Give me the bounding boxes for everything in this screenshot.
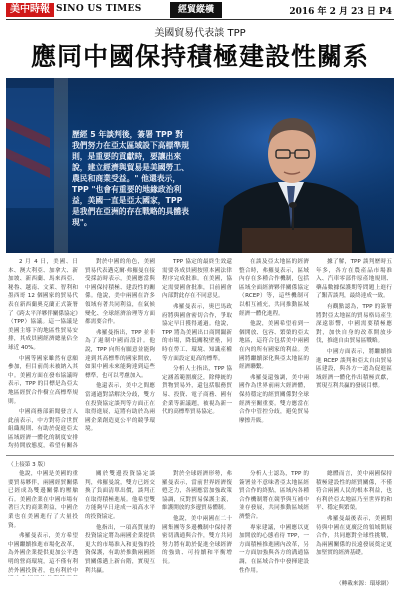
article-column-1 bbox=[8, 258, 78, 450]
paragraph: 總體而言，美中兩國保持積極建設性的經貿關係，不僅符合兩國人民的根本利益，也有利於亞太地區乃至世界的和平、穩定與繁榮。 bbox=[316, 471, 392, 512]
paragraph: 弗羅曼表示，奧巴馬政府將與國會密切合作，爭取協定早日獲得通過。他說，TPP 將為美國出口商開闢新的市場，降低關稅壁壘，同時在勞工、環境、知識產權等方面設定更高的標準。 bbox=[162, 303, 232, 362]
article-column-5 bbox=[316, 258, 392, 450]
paragraph: 中國商務部新聞發言人此前表示，中方對符合世貿組織規則、有助於促進亞太區域經濟一體化的制度安排均持開放態度，希望有關各 bbox=[8, 409, 78, 450]
continued-column-1 bbox=[8, 470, 78, 576]
masthead bbox=[0, 0, 400, 20]
paragraph: 弗羅曼最後表示，美國期待與中國在更廣泛的領域開展合作，共同應對全球性挑戰，為兩國關係的長遠發展奠定更加堅實的經濟基礎。 bbox=[316, 515, 392, 557]
paragraph: 他說，美國希望看到一個開放、包容、繁榮的亞太地區，這符合包括美中兩國在內的所有國家的利益。美國將繼續深化與亞太地區的經濟聯繫。 bbox=[239, 321, 309, 371]
paragraph: 中國等國家雖然有意願參加，但目前尚未被納入其中。美國方面在發布協議時表示，TPP 的目標是為亞太地區經貿合作樹立高標準規則。 bbox=[8, 355, 78, 405]
paragraph: 對於中國的角色，美國貿易代表邁克爾·弗羅曼在接受採訪時表示，美國應當與中國保持積極、建設性的關係。他說，美中兩國在許多領域有著共同利益，在氣候變化、全球經濟治理等方面都需要合作。 bbox=[85, 259, 155, 326]
paragraph: 專家建議，中國應以更加開放的心態看待 TPP，一方面積極推進國內改革，另一方面加強與各方的溝通協調，在區域合作中發揮建設性作用。 bbox=[239, 524, 309, 574]
continued-column-5 bbox=[316, 470, 392, 576]
paragraph: 在談及亞太地區的經濟整合時，弗羅曼表示，區域內存在多種合作機制，包括區域全面經濟夥伴關係協定（RCEP）等，這些機制可以相互補充，共同推動區域經濟一體化進程。 bbox=[239, 259, 309, 317]
article-column-4 bbox=[239, 258, 309, 450]
speaker-illustration bbox=[6, 78, 394, 253]
paragraph: 弗羅曼表示，美方希望中國繼續推進市場化改革，為外國企業提供更加公平透明的營商環境，這不僅有利於外國投資者，也有利於中 bbox=[8, 533, 78, 574]
continuation-label: （上接第 3 版） bbox=[8, 462, 49, 468]
lead-photo bbox=[6, 78, 394, 253]
paragraph: 他說，美中兩國在二十國集團等多邊機制中保持著密切溝通與合作，雙方共同努力將有助於促進全球經濟的強勁、可持續和平衡增長。 bbox=[162, 515, 232, 565]
newspaper-name: SINO US TIMES bbox=[56, 4, 142, 14]
article-column-3 bbox=[162, 258, 232, 450]
continued-column-2 bbox=[85, 470, 155, 576]
paragraph: 他說，中國是美國的重要貿易夥伴，兩國經貿關係已經成為雙邊關係的壓艙石。美國企業在中國市場有著巨大的商業利益，中國企業也在美國進行了大量投資。 bbox=[8, 471, 78, 529]
paragraph: 弗羅曼還強調，美中兩國作為世界前兩大經濟體，保持穩定的經貿關係對全球經濟至關重要。雙方應當在合作中管控分歧，避免貿易摩擦升級。 bbox=[239, 374, 309, 424]
paragraph: 中國方面表示，將繼續推進 RCEP 談判和亞太自由貿易區建設，與各方一道為促進區域經濟一體化作出積極貢獻，實現互利共贏的發展目標。 bbox=[316, 348, 392, 390]
paragraph: 有觀點認為，TPP 的簽署將對亞太地區的貿易格局產生深遠影響，中國需要積極應對，加快自身的改革開放步伐，推進自由貿易區戰略。 bbox=[316, 303, 392, 345]
paragraph: 對於全球經濟形勢，弗羅曼表示，當前世界經濟復甦乏力，各國應當加強政策協調，反對貿易保護主義，維護開放的多邊貿易體制。 bbox=[162, 471, 232, 512]
paragraph: 據了解，TPP 談判歷時五年多，各方在農產品市場准入、汽車零部件原產地規則、藥品數據保護期等問題上進行了艱苦談判，最終達成一致。 bbox=[316, 259, 392, 300]
section-tag: 經貿縱橫 bbox=[170, 2, 222, 18]
section-divider bbox=[6, 455, 394, 456]
issue-dateline: 2016 年 2 月 23 日 P4 bbox=[289, 7, 392, 17]
paragraph: 2 月 4 日，美國、日本、澳大利亞、加拿大、新加坡、新西蘭、馬來西亞、秘魯、越南、文萊、智利和墨西哥 12 個國家的貿易代表在新西蘭奧克蘭正式簽署了《跨太平洋夥伴關係協定》（TPP）協議。這一協議是美國主導下的地區性貿易安排，其成員國經濟總量佔全球近 40%。 bbox=[8, 259, 78, 351]
photo-caption: 歷經 5 年談判後，簽署 TPP 對我們努力在亞太區域設下高標準規則，是重要的貢獻時，要讓出來說，建立經濟與貿易是美國勞工、農民和商業受益。" 他還表示，TPP "也會有重要的地緣政治利益，美國一直是亞太國家，TPP 是我們在亞洲的存在戰略的具體表現"。 bbox=[72, 130, 189, 227]
paragraph: 關於雙邊投資協定談判，弗羅曼說，雙方已經交換了負面清單出價，談判正在取得積極進展。他希望雙方能夠早日達成一項高水平的投資協定。 bbox=[85, 471, 155, 520]
paragraph: 分析人士指出，TPP 協定涵蓋範圍廣泛，除傳統的貨物貿易外，還包括服務貿易、投資、電子商務、國有企業等新議題，被視為新一代的高標準貿易協定。 bbox=[162, 366, 232, 416]
paragraph: 分析人士認為，TPP 的簽署並不意味著亞太地區經貿合作的終點，區域內各種合作機制將在競爭與互補中並存發展，共同推動區域經濟整合。 bbox=[239, 471, 309, 520]
newspaper-logo: 美中時報 bbox=[6, 3, 54, 17]
paragraph: 弗羅曼指出，TPP 並非為了遏制中國而設計。他說，TPP 向所有願意並能夠達到其高標準的國家開放，如果中國未來能夠達到這些標準，也可以考慮加入。 bbox=[85, 329, 155, 379]
article-headline: 應同中國保持積極建設性關系 bbox=[30, 42, 369, 71]
paragraph: TPP 協定的最終生效還需要各成員國按照本國法律程序完成批准。在美國，協定需要國會批准，目前國會內部對此存在不同意見。 bbox=[162, 259, 232, 300]
paragraph: 他指出，一項高質量的投資協定將為兩國企業提供更大的市場准入和更強的投資保護，有助於推動兩國經貿關係邁上新台階，實現互利共贏。 bbox=[85, 524, 155, 574]
masthead-rule bbox=[6, 19, 394, 20]
continued-column-3 bbox=[162, 470, 232, 576]
source-note: （轉載來源：環球網） bbox=[336, 581, 392, 587]
article-subhead: 美國貿易代表談 TPP bbox=[154, 28, 246, 39]
paragraph: 他還表示，美中之間應當通過對話解決分歧，雙方在投資協定談判等方面正在取得進展，這將有助於為兩國企業創造更公平的競爭環境。 bbox=[85, 383, 155, 433]
article-column-2 bbox=[85, 258, 155, 450]
continued-column-4 bbox=[239, 470, 309, 576]
